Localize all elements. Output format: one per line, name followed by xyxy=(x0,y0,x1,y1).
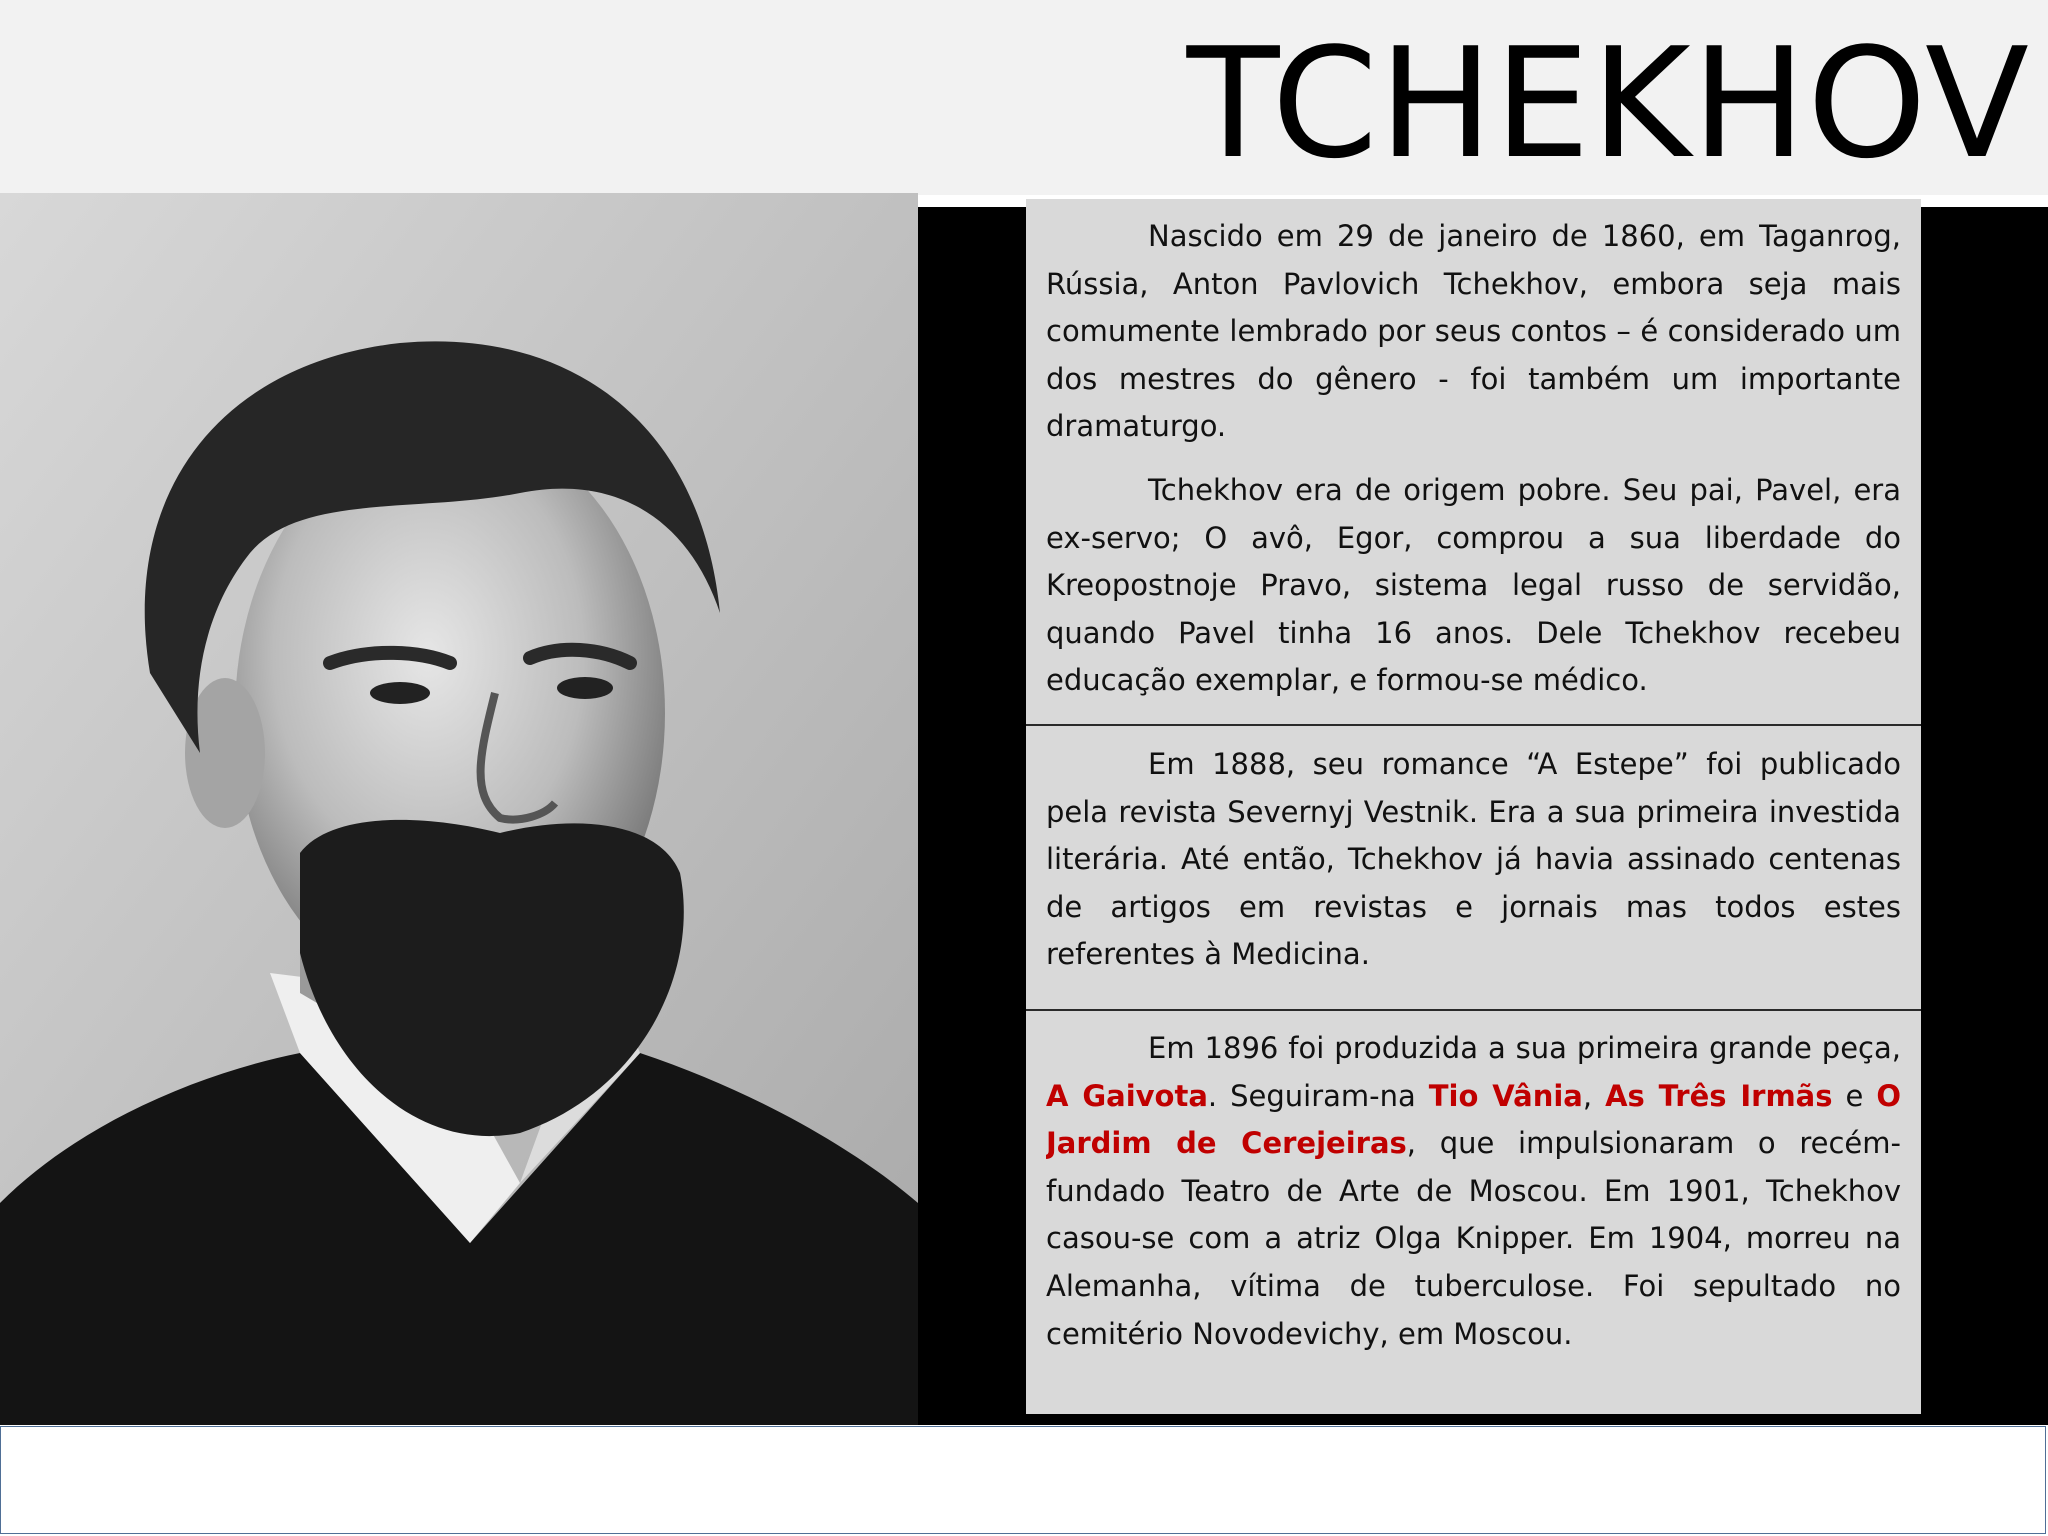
biography-block-3 xyxy=(1046,1025,1901,1410)
biography-block-1 xyxy=(1046,213,1901,733)
plays-text: e xyxy=(1832,1078,1877,1113)
portrait-photo xyxy=(0,193,918,1425)
play-title: O Jardim de Cerejeiras xyxy=(1046,1078,1901,1161)
play-title: A Gaivota xyxy=(1046,1078,1208,1113)
paragraph-origin: Tchekhov era de origem pobre. Seu pai, Pavel, era ex-servo; O avô, Egor, comprou a sua liberdade do Kreopostnoje Pravo, sistema legal russo de servidão, quando Pavel tinha 16 anos. Dele Tchekhov recebeu educação exemplar, e formou-se médico. xyxy=(1046,472,1901,698)
plays-text: , que impulsionaram o recém-fundado Teatro de Arte de Moscou. Em 1901, Tchekhov casou-se com a atriz Olga Knipper. Em 1904, morreu na Alemanha, vítima de tuberculose. Foi sepultado no cemitério Novodevichy, em Moscou. xyxy=(1046,1126,1901,1351)
divider xyxy=(1026,724,1921,726)
play-title: As Três Irmãs xyxy=(1605,1078,1833,1113)
paragraph-plays xyxy=(1046,1025,1901,1358)
plays-text: . Seguiram-na xyxy=(1207,1078,1429,1113)
text-column xyxy=(1026,199,1921,1414)
paragraph-literary-debut: Em 1888, seu romance “A Estepe” foi publicado pela revista Severnyj Vestnik. Era a sua primeira investida literária. Até então, Tchekhov já havia assinado centenas de artigos em revistas e jornais mas todos estes referentes à Medicina. xyxy=(1046,747,1901,972)
slide-title: TCHEKHOV xyxy=(1186,15,2030,192)
plays-text: , xyxy=(1582,1078,1606,1113)
portrait-illustration xyxy=(0,193,918,1425)
play-title: Tio Vânia xyxy=(1428,1078,1583,1113)
paragraph-birth: Nascido em 29 de janeiro de 1860, em Taganrog, Rússia, Anton Pavlovich Tchekhov, embora seja mais comumente lembrado por seus contos – é considerado um dos mestres do gênero - foi também um importante dramaturgo. xyxy=(1046,219,1901,444)
footer-band xyxy=(0,1426,2046,1534)
plays-text: Em 1896 foi produzida a sua primeira grande peça, xyxy=(1148,1031,1901,1065)
divider xyxy=(1026,1009,1921,1011)
biography-block-2 xyxy=(1046,741,1901,991)
